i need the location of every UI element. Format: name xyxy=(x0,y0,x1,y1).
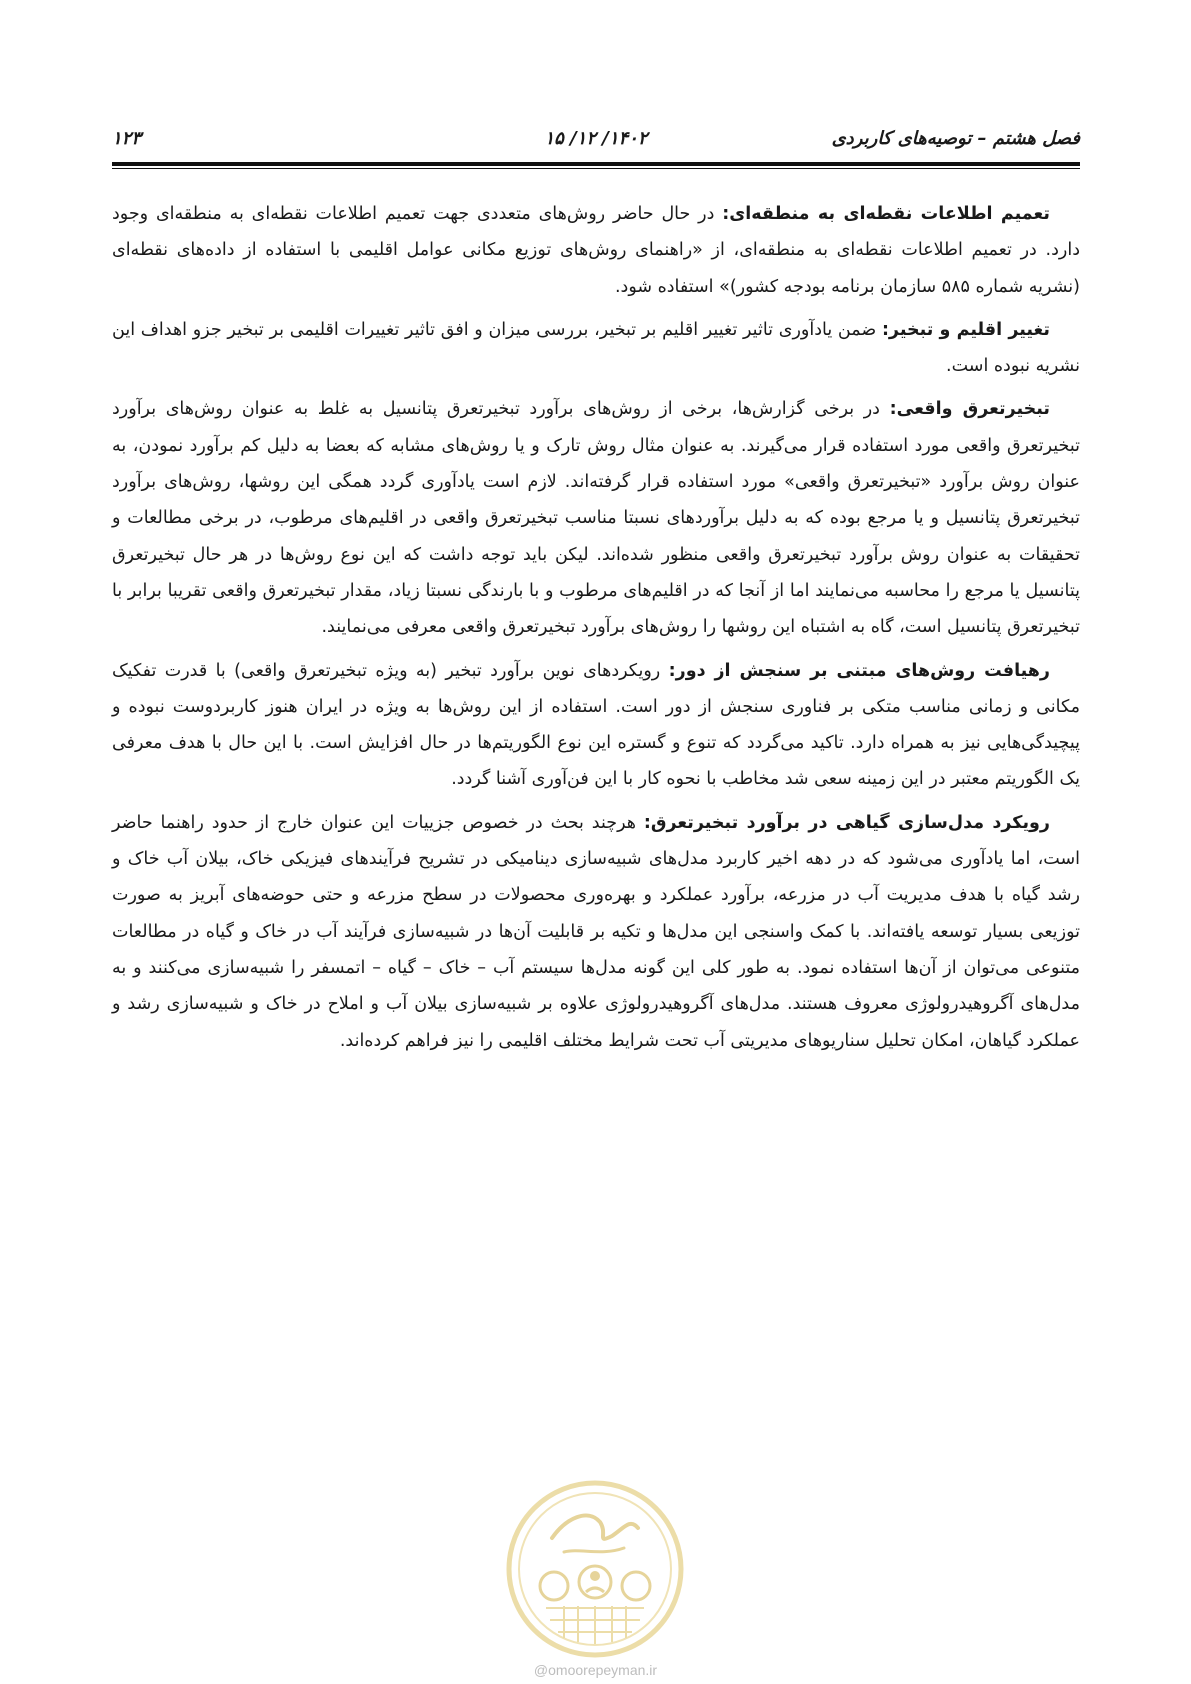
header-rule-thin xyxy=(112,168,1080,169)
header-rule-thick xyxy=(112,162,1080,166)
header-date: ۱۴۰۲/ ۱۲/ ۱۵ xyxy=(544,128,648,149)
paragraph-crop-modeling xyxy=(112,805,1080,1059)
paragraph-text: ضمن یادآوری تاثیر تغییر اقلیم بر تبخیر، بررسی میزان و افق تاثیر تغییرات اقلیمی بر تبخیر جزو اهداف این نشریه نبوده است. xyxy=(112,319,1080,377)
paragraph-heading: تغییر اقلیم و تبخیر: xyxy=(881,319,1050,340)
paragraph-remote-sensing xyxy=(112,653,1080,798)
paragraph-heading: تعمیم اطلاعات نقطه‌ای به منطقه‌ای: xyxy=(722,204,1050,224)
paragraph-point-to-regional xyxy=(112,196,1080,305)
chapter-title: فصل هشتم – توصیه‌های کاربردی xyxy=(831,128,1080,149)
watermark-seal xyxy=(504,1478,686,1660)
paragraph-climate-change xyxy=(112,312,1080,385)
paragraph-heading: تبخیرتعرق واقعی: xyxy=(889,399,1050,420)
paragraph-text: در برخی گزارش‌ها، برخی از روش‌های برآورد تبخیرتعرق پتانسیل به غلط به عنوان روش‌های برآورد تبخیرتعرق واقعی مورد استفاده قرار می‌گیرند. به عنوان مثال روش تارک و یا روش‌های مشابه که بعضا به دلیل کم برآورد نمودن، به عنوان روش برآورد «تبخیرتعرق واقعی» مورد استفاده قرار گرفته‌اند. لازم است یادآوری گردد همگی این روشها، روش‌های برآورد تبخیرتعرق پتانسیل و یا مرجع بوده که به دلیل برآوردهای نسبتا مناسب تبخیرتعرق واقعی در اقلیم‌های مرطوب، در برخی مطالعات و تحقیقات به عنوان روش برآورد تبخیرتعرق واقعی منظور شده‌اند. لیکن باید توجه داشت که این نوع روش‌ها در هر حال تبخیرتعرق پتانسیل یا مرجع را محاسبه می‌نمایند اما از آنجا که در اقلیم‌های مرطوب و با بارندگی نسبتا زیاد، مقدار تبخیرتعرق واقعی تقریبا برابر با تبخیرتعرق پتانسیل است، گاه به اشتباه این روشها را روش‌های برآورد تبخیرتعرق واقعی معرفی می‌نمایند. xyxy=(112,399,1080,638)
paragraph-actual-et xyxy=(112,391,1080,645)
paragraph-heading: رهیافت روش‌های مبتنی بر سنجش از دور: xyxy=(668,660,1051,681)
watermark-url: @omoorepeyman.ir xyxy=(533,1662,658,1678)
paragraph-text: هرچند بحث در خصوص جزییات این عنوان خارج از حدود راهنما حاضر است، اما یادآوری می‌شود که در دهه اخیر کاربرد مدل‌های شبیه‌سازی دینامیکی در تشریح فرآیندهای فیزیکی خاک، بیلان آب خاک و رشد گیاه با هدف مدیریت آب در مزرعه، برآورد عملکرد و بهره‌وری محصولات در سطح مزرعه و حتی حوضه‌های آبریز به صورت توزیعی بسیار توسعه یافته‌اند. با کمک واسنجی این مدل‌ها و تکیه بر قابلیت آن‌ها در شبیه‌سازی فرآیند آب در خاک و گیاه در مطالعات متنوعی می‌توان از آن‌ها استفاده نمود. به طور کلی این گونه مدل‌ها سیستم آب – خاک – گیاه – اتمسفر را شبیه‌سازی می‌کنند و به مدل‌های آگروهیدرولوژی معروف هستند. مدل‌های آگروهیدرولوژی علاوه بر شبیه‌سازی بیلان آب و املاح در خاک و شبیه‌سازی رشد و عملکرد گیاهان، امکان تحلیل سناریوهای مدیریتی آب تحت شرایط مختلف اقلیمی را نیز فراهم کرده‌اند. xyxy=(112,812,1080,1051)
page-number: ۱۲۳ xyxy=(112,128,142,149)
body-text xyxy=(112,196,1080,1066)
paragraph-heading: رویکرد مدل‌سازی گیاهی در برآورد تبخیرتعرق: xyxy=(643,812,1050,833)
paragraph-text: رویکردهای نوین برآورد تبخیر (به ویژه تبخیرتعرق واقعی) با قدرت تفکیک مکانی و زمانی مناسب متکی بر فناوری سنجش از دور است. استفاده از این روش‌ها به ویژه در ایران هنوز کاربردوست نبوده و پیچیدگی‌هایی نیز به همراه دارد. تاکید می‌گردد که تنوع و گستره این نوع الگوریتم‌ها در حال افزایش است. با این حال با هدف معرفی یک الگوریتم معتبر در این زمینه سعی شد مخاطب با نحوه کار با این فن‌آوری آشنا گردد. xyxy=(112,660,1080,790)
running-header xyxy=(112,128,1080,156)
paragraph-text: در حال حاضر روش‌های متعددی جهت تعمیم اطلاعات نقطه‌ای به منطقه‌ای وجود دارد. در تعمیم اطلاعات نقطه‌ای به منطقه‌ای، از «راهنمای روش‌های توزیع مکانی عوامل اقلیمی با استفاده از داده‌های نقطه‌ای (نشریه شماره ۵۸۵ سازمان برنامه بودجه کشور)» استفاده شود. xyxy=(112,204,1080,297)
